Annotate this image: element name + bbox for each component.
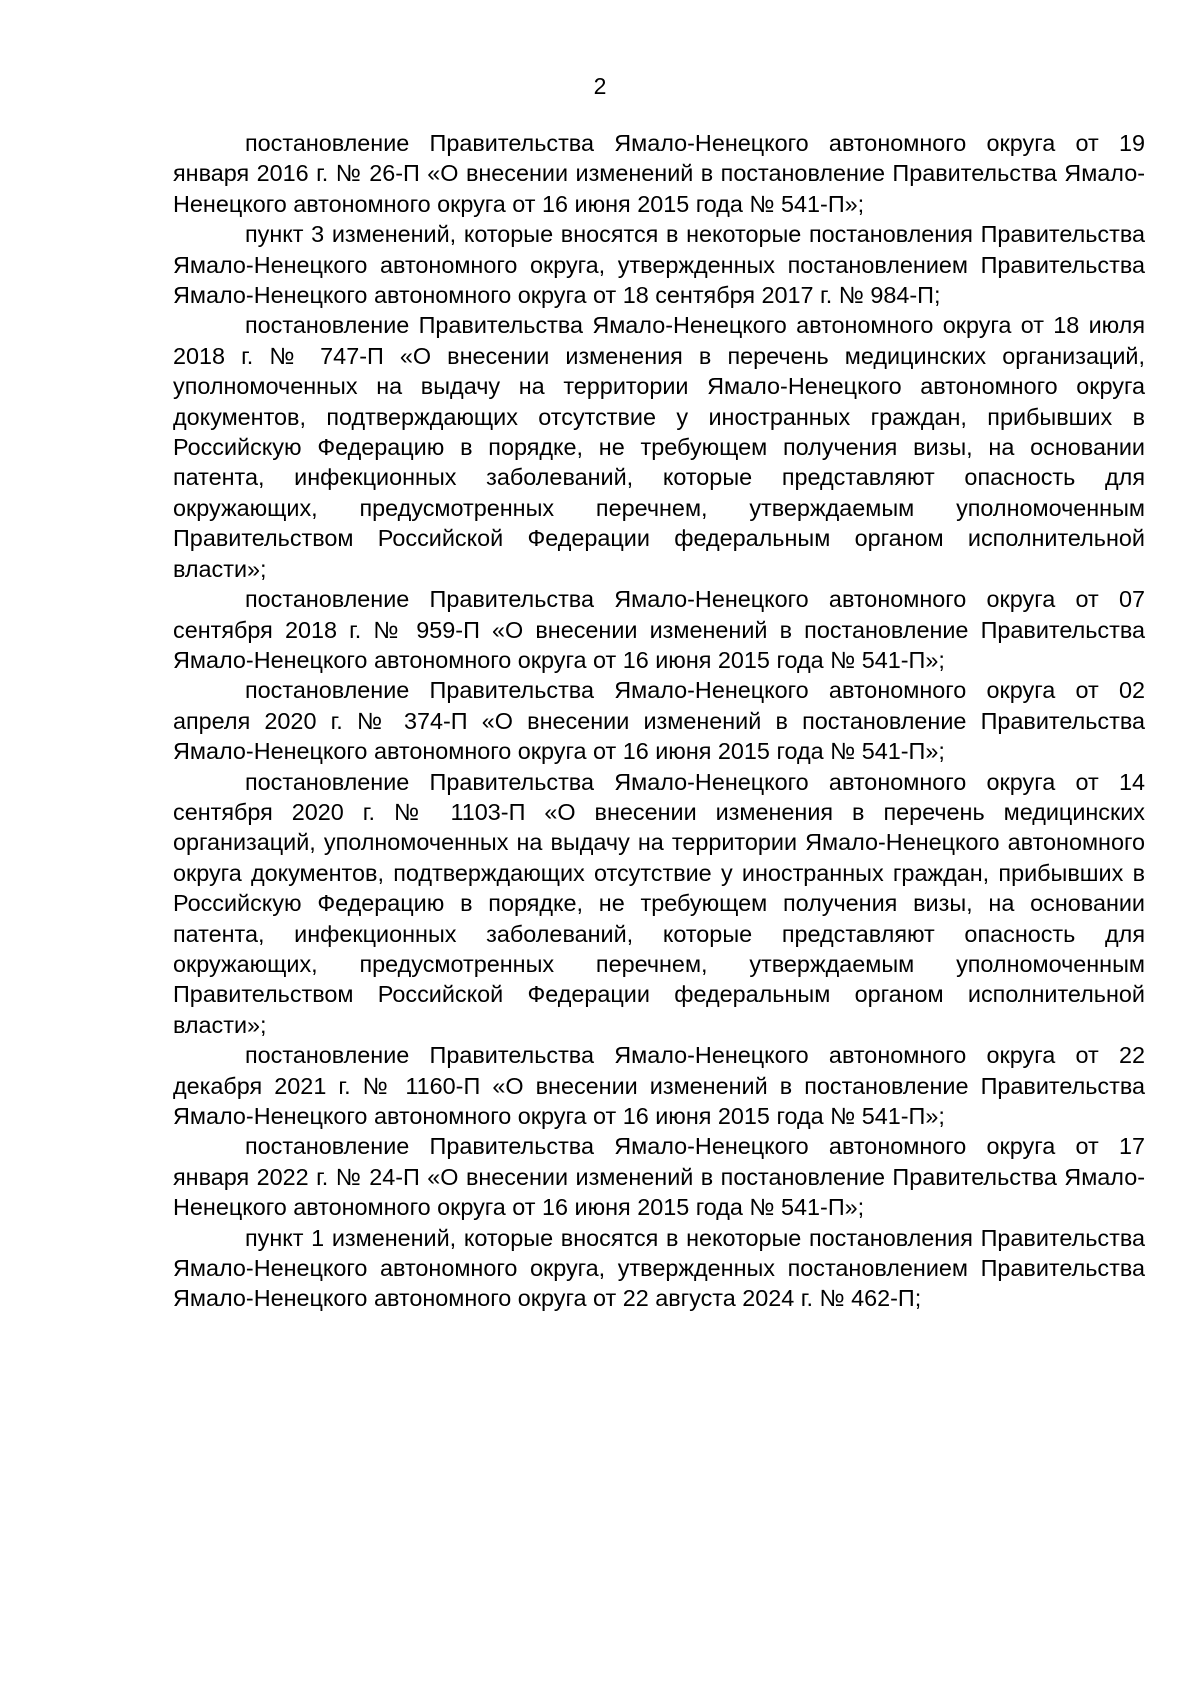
paragraph-4: постановление Правительства Ямало-Ненецкого автономного округа от 07 сентября 2018 г. № 959-П «О внесении изменений в постановление Правительства Ямало-Ненецкого автономного округа от 16 июня 2015 года № 541-П»; — [173, 586, 1145, 673]
paragraph-9: пункт 1 изменений, которые вносятся в некоторые постановления Правительства Ямало-Ненецкого автономного округа, утвержденных постановлением Правительства Ямало-Ненецкого автономного округа от 22 августа 2024 г. № 462-П; — [173, 1224, 1145, 1312]
paragraph-7: постановление Правительства Ямало-Ненецкого автономного округа от 22 декабря 2021 г. № 1160-П «О внесении изменений в постановление Правительства Ямало-Ненецкого автономного округа от 16 июня 2015 года № 541-П»; — [173, 1042, 1145, 1129]
paragraph-2: пункт 3 изменений, которые вносятся в некоторые постановления Правительства Ямало-Ненецкого автономного округа, утвержденных постановлением Правительства Ямало-Ненецкого автономного округа от 18 сентября 2017 г. № 984-П; — [173, 221, 1145, 309]
paragraph-6: постановление Правительства Ямало-Ненецкого автономного округа от 14 сентября 2020 г. № 1103-П «О внесении изменения в перечень медицинских организаций, уполномоченных на выдачу на территории Ямало-Ненецкого автономного округа документов, подтверждающих отсутствие у иностранных граждан, прибывших в Российскую Федерацию в порядке, не требующем получения визы, на основании патента, инфекционных заболеваний, которые представляют опасность для окружающих, предусмотренных перечнем, утверждаемым уполномоченным Правительством Российской Федерации федеральным органом исполнительной власти»; — [173, 768, 1145, 1038]
document-body — [173, 128, 1145, 1314]
paragraph-1: постановление Правительства Ямало-Ненецкого автономного округа от 19 января 2016 г. № 26-П «О внесении изменений в постановление Правительства Ямало-Ненецкого автономного округа от 16 июня 2015 года № 541-П»; — [173, 130, 1145, 217]
paragraph-3: постановление Правительства Ямало-Ненецкого автономного округа от 18 июля 2018 г. № 747-П «О внесении изменения в перечень медицинских организаций, уполномоченных на выдачу на территории Ямало-Ненецкого автономного округа документов, подтверждающих отсутствие у иностранных граждан, прибывших в Российскую Федерацию в порядке, не требующем получения визы, на основании патента, инфекционных заболеваний, которые представляют опасность для окружающих, предусмотренных перечнем, утверждаемым уполномоченным Правительством Российской Федерации федеральным органом исполнительной власти»; — [173, 312, 1145, 582]
page-number: 2 — [593, 73, 607, 99]
paragraph-8: постановление Правительства Ямало-Ненецкого автономного округа от 17 января 2022 г. № 24-П «О внесении изменений в постановление Правительства Ямало-Ненецкого автономного округа от 16 июня 2015 года № 541-П»; — [173, 1133, 1145, 1221]
paragraph-5: постановление Правительства Ямало-Ненецкого автономного округа от 02 апреля 2020 г. № 374-П «О внесении изменений в постановление Правительства Ямало-Ненецкого автономного округа от 16 июня 2015 года № 541-П»; — [173, 677, 1145, 765]
